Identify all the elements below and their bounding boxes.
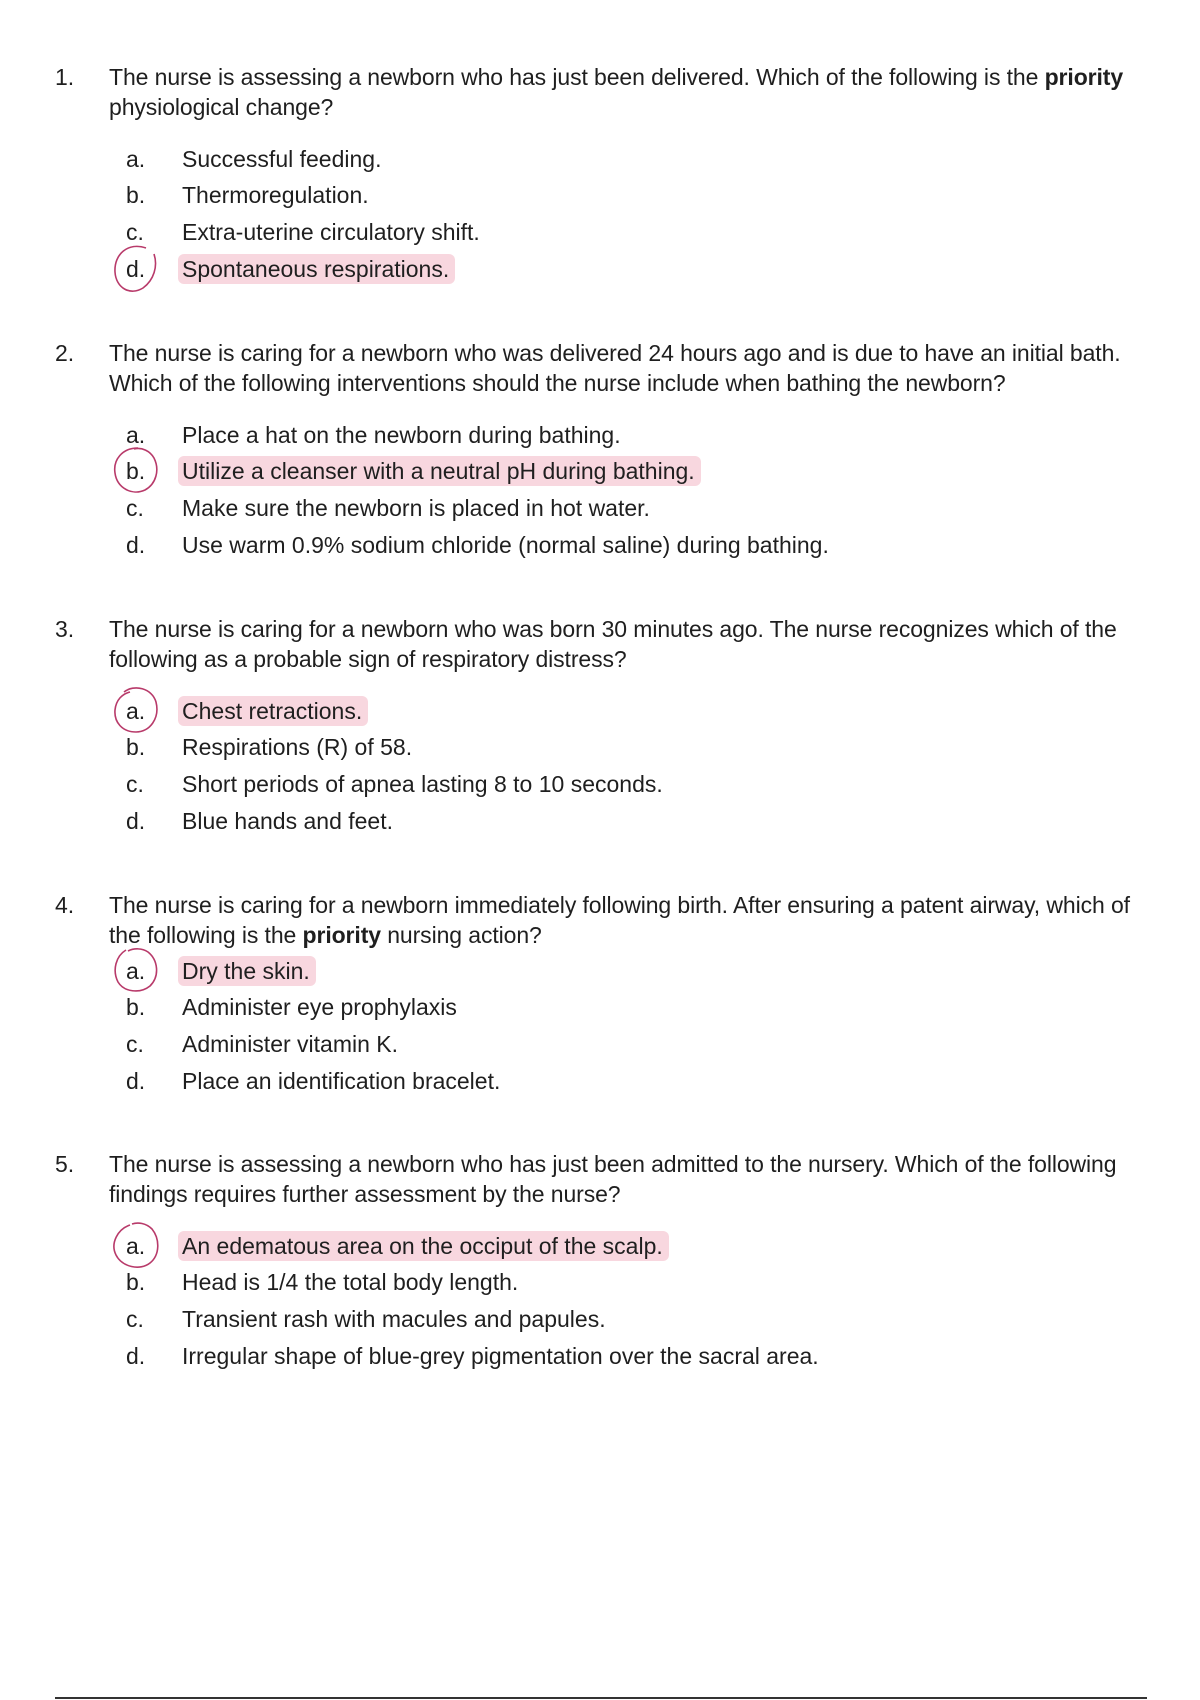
option-b[interactable]	[0, 178, 1200, 212]
option-b[interactable]	[0, 730, 1200, 764]
option-text-highlighted: Utilize a cleanser with a neutral pH during bathing.	[178, 456, 701, 486]
option-letter: d.	[126, 1068, 146, 1094]
question-stem: The nurse is assessing a newborn who has just been delivered. Which of the following is the priority physiological change?	[109, 64, 1124, 120]
option-a-selected[interactable]	[0, 1229, 1200, 1263]
option-letter: a.	[126, 698, 146, 724]
option-letter: d.	[126, 808, 146, 834]
option-text: Transient rash with macules and papules.	[182, 1306, 606, 1332]
option-letter: c.	[126, 219, 144, 245]
option-text-highlighted: An edematous area on the occiput of the scalp.	[178, 1231, 669, 1261]
option-d[interactable]	[0, 528, 1200, 562]
option-a-selected[interactable]	[0, 954, 1200, 988]
option-text: Place a hat on the newborn during bathing.	[182, 422, 621, 448]
option-b[interactable]	[0, 990, 1200, 1024]
option-text: Use warm 0.9% sodium chloride (normal saline) during bathing.	[182, 532, 829, 558]
question-number: 5.	[55, 1151, 75, 1177]
option-letter: b.	[126, 458, 146, 484]
question-stem: The nurse is caring for a newborn immediately following birth. After ensuring a patent airway, which of the following is the priority nursing action?	[109, 892, 1130, 948]
question-number: 2.	[55, 340, 75, 366]
option-text: Irregular shape of blue-grey pigmentation over the sacral area.	[182, 1343, 819, 1369]
option-letter: d.	[126, 256, 146, 282]
option-letter: c.	[126, 1031, 144, 1057]
option-c[interactable]	[0, 767, 1200, 801]
option-text: Respirations (R) of 58.	[182, 734, 413, 760]
option-letter: a.	[126, 1233, 146, 1259]
option-letter: b.	[126, 734, 146, 760]
option-letter: a.	[126, 422, 146, 448]
option-letter: d.	[126, 532, 146, 558]
option-d[interactable]	[0, 804, 1200, 838]
option-b[interactable]	[0, 1265, 1200, 1299]
emphasis-priority: priority	[302, 922, 381, 948]
option-text: Head is 1/4 the total body length.	[182, 1269, 519, 1295]
option-c[interactable]	[0, 1027, 1200, 1061]
option-d[interactable]	[0, 1339, 1200, 1373]
bottom-divider	[55, 1697, 1147, 1699]
question-number: 1.	[55, 64, 75, 90]
option-letter: a.	[126, 958, 146, 984]
question-number: 4.	[55, 892, 75, 918]
question-stem: The nurse is caring for a newborn who was delivered 24 hours ago and is due to have an initial bath. Which of the following interventions should the nurse include when bathing the newborn?	[109, 340, 1121, 396]
option-c[interactable]	[0, 1302, 1200, 1336]
option-letter: b.	[126, 182, 146, 208]
option-letter: c.	[126, 495, 144, 521]
option-text: Thermoregulation.	[182, 182, 369, 208]
option-a-selected[interactable]	[0, 694, 1200, 728]
option-a[interactable]	[0, 142, 1200, 176]
option-c[interactable]	[0, 491, 1200, 525]
emphasis-priority: priority	[1044, 64, 1124, 90]
question-stem: The nurse is caring for a newborn who was born 30 minutes ago. The nurse recognizes which of the following as a probable sign of respiratory distress?	[109, 616, 1117, 672]
question-stem: The nurse is assessing a newborn who has just been admitted to the nursery. Which of the following findings requires further assessment by the nurse?	[109, 1151, 1117, 1207]
option-letter: b.	[126, 994, 146, 1020]
option-text-highlighted: Dry the skin.	[178, 956, 316, 986]
option-text: Successful feeding.	[182, 146, 382, 172]
option-c[interactable]	[0, 215, 1200, 249]
option-text: Blue hands and feet.	[182, 808, 393, 834]
option-d[interactable]	[0, 1064, 1200, 1098]
option-letter: b.	[126, 1269, 146, 1295]
option-text-highlighted: Spontaneous respirations.	[178, 254, 455, 284]
option-d-selected[interactable]	[0, 252, 1200, 286]
option-letter: c.	[126, 1306, 144, 1332]
option-text: Administer eye prophylaxis	[182, 994, 457, 1020]
option-text: Extra-uterine circulatory shift.	[182, 219, 480, 245]
option-text: Make sure the newborn is placed in hot water.	[182, 495, 650, 521]
option-text: Administer vitamin K.	[182, 1031, 399, 1057]
option-b-selected[interactable]	[0, 454, 1200, 488]
option-text: Place an identification bracelet.	[182, 1068, 501, 1094]
option-a[interactable]	[0, 418, 1200, 452]
option-letter: c.	[126, 771, 144, 797]
option-text: Short periods of apnea lasting 8 to 10 seconds.	[182, 771, 663, 797]
question-number: 3.	[55, 616, 75, 642]
option-text-highlighted: Chest retractions.	[178, 696, 368, 726]
option-letter: d.	[126, 1343, 146, 1369]
option-letter: a.	[126, 146, 146, 172]
